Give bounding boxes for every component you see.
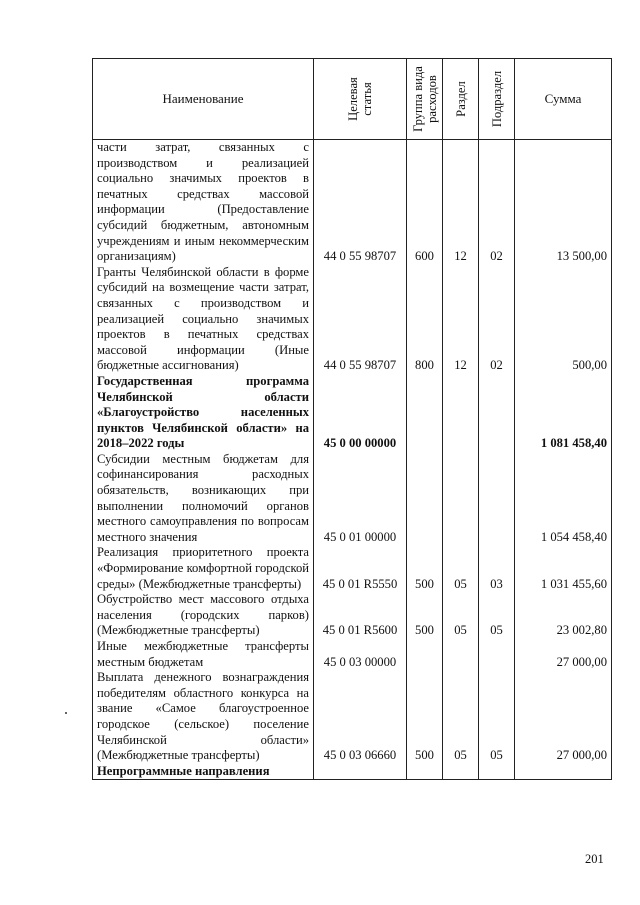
cell-section: 05: [443, 592, 479, 639]
header-sum: Сумма: [515, 59, 612, 140]
cell-code: 45 0 03 06660: [314, 670, 407, 764]
cell-section: [443, 639, 479, 670]
cell-section: [443, 764, 479, 780]
cell-group: 500: [407, 545, 443, 592]
cell-group: 500: [407, 670, 443, 764]
cell-name: Выплата денежного вознаграждения победителям областного конкурса на звание «Самое благоустроенное городское (сельское) поселение Челябинской области» (Межбюджетные трансферты): [93, 670, 314, 764]
table-row: [93, 265, 612, 374]
cell-section: 12: [443, 265, 479, 374]
scan-speck: [65, 712, 67, 714]
cell-subsection: [479, 452, 515, 546]
cell-sum: 23 002,80: [515, 592, 612, 639]
table-body: [93, 140, 612, 780]
page-number: 201: [585, 852, 604, 866]
cell-sum: 1 054 458,40: [515, 452, 612, 546]
cell-name: Обустройство мест массового отдыха населения (городских парков) (Межбюджетные трансферты): [93, 592, 314, 639]
cell-section: [443, 452, 479, 546]
cell-subsection: [479, 764, 515, 780]
cell-group: [407, 374, 443, 452]
table-row: [93, 670, 612, 764]
cell-code: 45 0 01 R5550: [314, 545, 407, 592]
cell-sum: 500,00: [515, 265, 612, 374]
cell-section: 05: [443, 670, 479, 764]
table-row: [93, 639, 612, 670]
cell-subsection: [479, 374, 515, 452]
cell-sum: [515, 764, 612, 780]
cell-section: 05: [443, 545, 479, 592]
cell-sum: 27 000,00: [515, 670, 612, 764]
cell-code: 45 0 03 00000: [314, 639, 407, 670]
cell-subsection: [479, 639, 515, 670]
table-row: [93, 374, 612, 452]
cell-group: 600: [407, 140, 443, 265]
cell-subsection: 05: [479, 592, 515, 639]
header-target: Целевая статья: [314, 59, 407, 140]
cell-code: 44 0 55 98707: [314, 140, 407, 265]
table-row: [93, 452, 612, 546]
cell-subsection: 02: [479, 265, 515, 374]
table-row: [93, 140, 612, 265]
header-subsection: Подраздел: [479, 59, 515, 140]
cell-name: Государственная программа Челябинской области «Благоустройство населенных пунктов Челябинской области» на 2018–2022 годы: [93, 374, 314, 452]
table-row: [93, 764, 612, 780]
cell-name: части затрат, связанных с производством и реализацией социально значимых проектов в печатных средствах массовой информации (Предоставление субсидий бюджетным, автономным учреждениям и иным некоммерческим организациям): [93, 140, 314, 265]
cell-section: [443, 374, 479, 452]
table-row: [93, 545, 612, 592]
cell-name: Гранты Челябинской области в форме субсидий на возмещение части затрат, связанных с производством и реализацией социально значимых проектов в печатных средствах массовой информации (Иные бюджетные ассигнования): [93, 265, 314, 374]
cell-section: 12: [443, 140, 479, 265]
cell-subsection: 05: [479, 670, 515, 764]
cell-code: 45 0 01 R5600: [314, 592, 407, 639]
table-header-row: [93, 59, 612, 140]
cell-name: Субсидии местным бюджетам для софинансирования расходных обязательств, возникающих при выполнении полномочий органов местного самоуправления по вопросам местного значения: [93, 452, 314, 546]
cell-subsection: 02: [479, 140, 515, 265]
cell-name: Иные межбюджетные трансферты местным бюджетам: [93, 639, 314, 670]
header-section: Раздел: [443, 59, 479, 140]
cell-name: Непрограммные направления: [93, 764, 314, 780]
cell-name: Реализация приоритетного проекта «Формирование комфортной городской среды» (Межбюджетные трансферты): [93, 545, 314, 592]
cell-sum: 27 000,00: [515, 639, 612, 670]
cell-group: 500: [407, 592, 443, 639]
cell-group: 800: [407, 265, 443, 374]
cell-sum: 1 031 455,60: [515, 545, 612, 592]
cell-code: [314, 764, 407, 780]
cell-sum: 1 081 458,40: [515, 374, 612, 452]
budget-table: [92, 58, 612, 780]
cell-group: [407, 452, 443, 546]
header-name: Наименование: [93, 59, 314, 140]
cell-subsection: 03: [479, 545, 515, 592]
cell-group: [407, 639, 443, 670]
header-group: Группа вида расходов: [407, 59, 443, 140]
cell-sum: 13 500,00: [515, 140, 612, 265]
cell-code: 44 0 55 98707: [314, 265, 407, 374]
cell-code: 45 0 00 00000: [314, 374, 407, 452]
table-row: [93, 592, 612, 639]
cell-group: [407, 764, 443, 780]
cell-code: 45 0 01 00000: [314, 452, 407, 546]
